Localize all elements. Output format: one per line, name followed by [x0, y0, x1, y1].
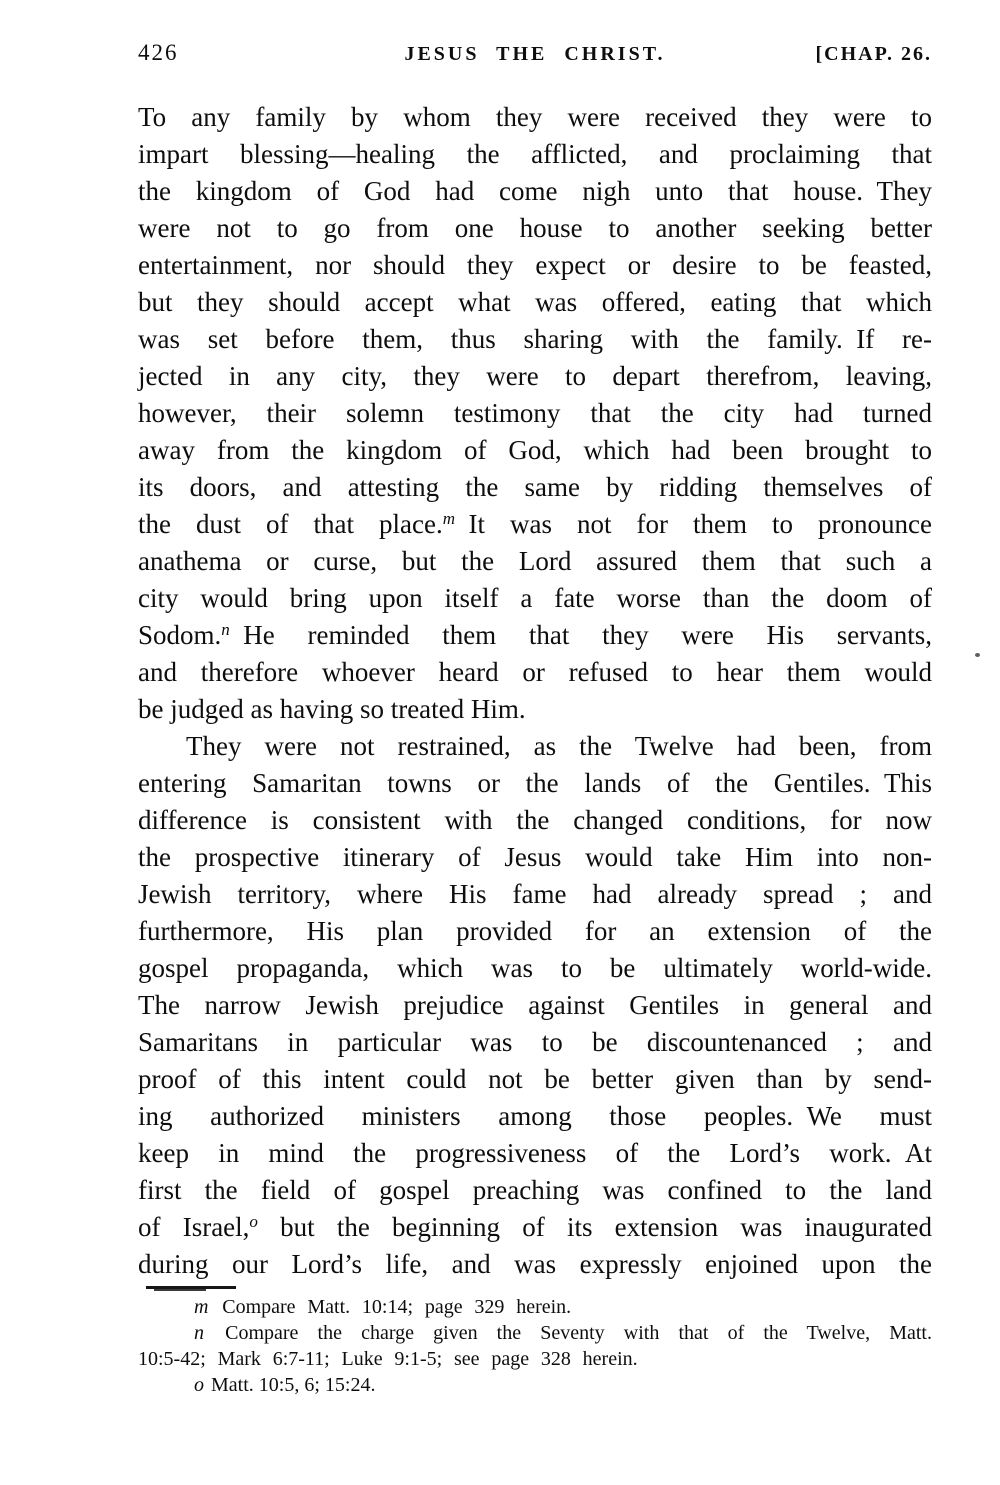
- text-line: Jewish territory, where His fame had already spread ; and: [138, 879, 932, 909]
- footnote-rule: [146, 1286, 236, 1289]
- text-line: first the field of gospel preaching was confined to the land: [138, 1175, 932, 1205]
- footnote-line: 10:5-42; Mark 6:7-11; Luke 9:1-5; see page 328 herein.: [138, 1348, 638, 1370]
- footnote-line: n Compare the charge given the Seventy with that of the Twelve, Matt.: [194, 1322, 932, 1344]
- footnote-marker: n: [221, 620, 230, 639]
- text-line: was set before them, thus sharing with the family. If re-: [138, 324, 932, 354]
- text-line: furthermore, His plan provided for an extension of the: [138, 916, 932, 946]
- footnote-marker: n: [194, 1322, 204, 1344]
- text-line: entertainment, nor should they expect or desire to be feasted,: [138, 250, 932, 280]
- footnote-marker: m: [442, 509, 456, 528]
- text-line: away from the kingdom of God, which had been brought to: [138, 435, 932, 465]
- text-line: city would bring upon itself a fate worse than the doom of: [138, 583, 932, 613]
- footnote-line: o Matt. 10:5, 6; 15:24.: [194, 1374, 376, 1396]
- text-line: the prospective itinerary of Jesus would take Him into non-: [138, 842, 932, 872]
- footnote-line: m Compare Matt. 10:14; page 329 herein.: [194, 1296, 572, 1318]
- text-line: gospel propaganda, which was to be ultimately world-wide.: [138, 953, 932, 983]
- text-line: jected in any city, they were to depart therefrom, leaving,: [138, 361, 932, 391]
- footnote-marker: m: [194, 1296, 209, 1318]
- text-line: impart blessing—healing the afflicted, and proclaiming that: [138, 139, 932, 169]
- text-line: however, their solemn testimony that the city had turned: [138, 398, 932, 428]
- text-line: during our Lord’s life, and was expressly enjoined upon the: [138, 1249, 932, 1279]
- footnote-marker: o: [249, 1212, 258, 1231]
- page-number: 426: [138, 40, 179, 65]
- text-line: the dust of that place.$^m$ It was not for them to pronounce: [138, 509, 932, 539]
- text-line: anathema or curse, but the Lord assured them that such a: [138, 546, 932, 576]
- body-text: [138, 99, 932, 1283]
- text-line: be judged as having so treated Him.: [138, 694, 526, 724]
- text-line: the kingdom of God had come nigh unto that house. They: [138, 176, 932, 206]
- page-header: [138, 40, 932, 66]
- text-line: Sodom.$^n$ He reminded them that they were His servants,: [138, 620, 932, 650]
- text-line: its doors, and attesting the same by ridding themselves of: [138, 472, 932, 502]
- text-line: The narrow Jewish prejudice against Gentiles in general and: [138, 990, 932, 1020]
- text-line: of Israel,$^o$ but the beginning of its extension was inaugurated: [138, 1212, 933, 1242]
- text-line: Samaritans in particular was to be discountenanced ; and: [138, 1027, 932, 1057]
- running-title: JESUS THE CHRIST.: [404, 43, 666, 65]
- text-line: keep in mind the progressiveness of the Lord’s work. At: [138, 1138, 932, 1168]
- text-line: were not to go from one house to another seeking better: [138, 213, 932, 243]
- text-line: difference is consistent with the changed conditions, for now: [138, 805, 932, 835]
- footnotes: [138, 1294, 932, 1398]
- text-line: To any family by whom they were received they were to: [138, 102, 932, 132]
- scan-artifact: [975, 653, 980, 657]
- text-line: They were not restrained, as the Twelve had been, from: [186, 731, 932, 761]
- text-line: proof of this intent could not be better given than by send-: [138, 1064, 932, 1094]
- text-line: entering Samaritan towns or the lands of the Gentiles. This: [138, 768, 932, 798]
- footnote-marker: o: [194, 1374, 204, 1396]
- chapter-label: [CHAP. 26.: [815, 43, 932, 65]
- text-line: ing authorized ministers among those peoples. We must: [138, 1101, 932, 1131]
- text-line: but they should accept what was offered, eating that which: [138, 287, 932, 317]
- text-line: and therefore whoever heard or refused to hear them would: [138, 657, 932, 687]
